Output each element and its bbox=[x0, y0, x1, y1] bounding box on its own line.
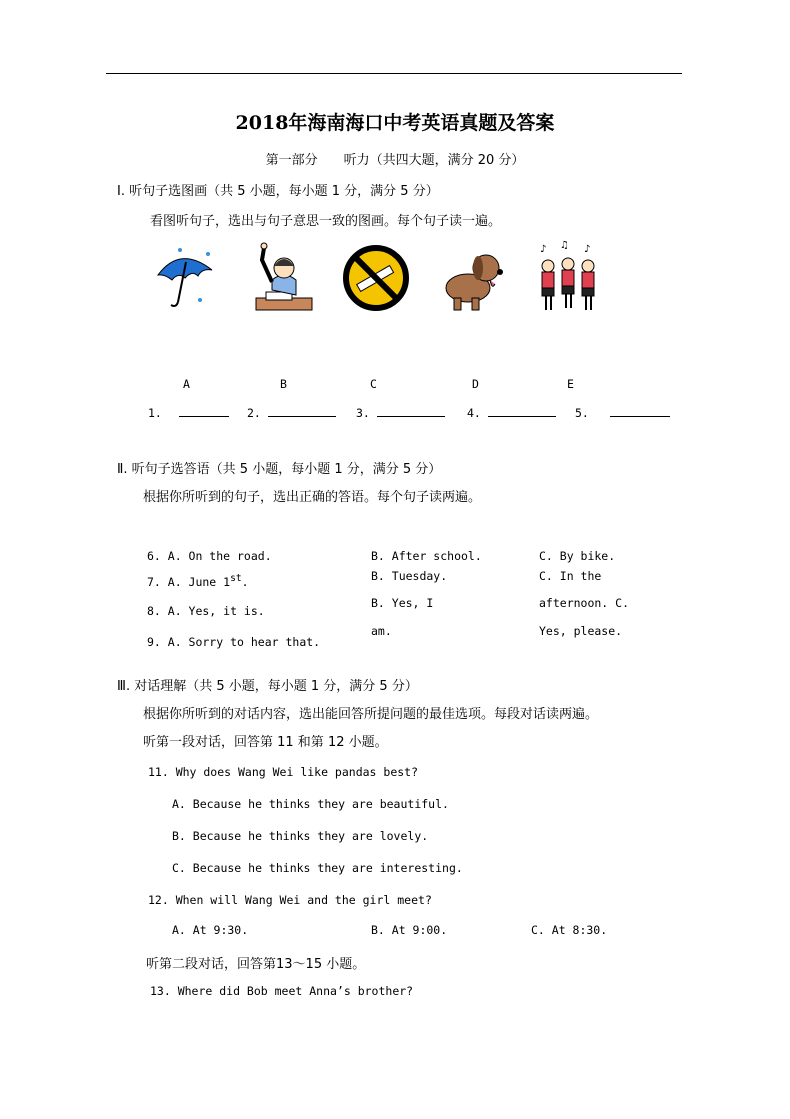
dialog1-heading: 听第一段对话，回答第 11 和第 12 小题。 bbox=[143, 735, 388, 750]
q8-option-b-cont: am. bbox=[371, 624, 392, 638]
svg-text:♫: ♫ bbox=[560, 240, 569, 251]
part-heading: 第一部分 听力（共四大题，满分 20 分） bbox=[265, 153, 525, 168]
section3-instruction: 根据你所听到的对话内容，选出能回答所提问题的最佳选项。每段对话读两遍。 bbox=[143, 707, 599, 722]
svg-text:♪: ♪ bbox=[540, 244, 547, 255]
q7-option-c-cont: afternoon. C. bbox=[539, 596, 630, 610]
q11-option-c: C. Because he thinks they are interesting. bbox=[172, 861, 463, 875]
header-rule bbox=[106, 73, 682, 74]
superscript: st bbox=[230, 573, 242, 584]
q8-option-a: 8. A. Yes, it is. bbox=[147, 604, 265, 618]
image-label-c: C bbox=[370, 377, 377, 391]
q6-option-a: 6. A. On the road. bbox=[147, 549, 272, 563]
blank-number: 3. bbox=[356, 406, 370, 420]
svg-text:♪: ♪ bbox=[584, 244, 591, 255]
image-label-e: E bbox=[567, 377, 574, 391]
page-title: 2018年海南海口中考英语真题及答案 bbox=[235, 112, 555, 134]
section2-heading: Ⅱ. 听句子选答语（共 5 小题，每小题 1 分，满分 5 分） bbox=[117, 462, 442, 477]
image-label-a: A bbox=[183, 377, 190, 391]
blank-number: 2. bbox=[247, 406, 261, 420]
q11: 11. Why does Wang Wei like pandas best? bbox=[148, 765, 419, 779]
blank-number: 1. bbox=[148, 406, 162, 420]
q9-option-a: 9. A. Sorry to hear that. bbox=[147, 635, 321, 649]
q12-option-a: A. At 9:30. bbox=[172, 923, 249, 937]
q11-option-b: B. Because he thinks they are lovely. bbox=[172, 829, 429, 843]
q12: 12. When will Wang Wei and the girl meet? bbox=[148, 893, 432, 907]
q7-option-a bbox=[147, 573, 249, 589]
q13: 13. Where did Bob meet Anna’s brother? bbox=[150, 984, 414, 998]
blank-number: 5. bbox=[575, 406, 589, 420]
image-label-b: B bbox=[280, 377, 287, 391]
no-smoking-icon bbox=[340, 240, 412, 315]
q8-option-b: B. Yes, I bbox=[371, 596, 434, 610]
girls-singing-icon bbox=[532, 240, 604, 315]
answer-blank-4[interactable] bbox=[467, 404, 556, 420]
q7-option-b: B. Tuesday. bbox=[371, 569, 448, 583]
answer-blank-2[interactable] bbox=[247, 404, 336, 420]
q11-option-a: A. Because he thinks they are beautiful. bbox=[172, 797, 449, 811]
blank-number: 4. bbox=[467, 406, 481, 420]
dog-icon bbox=[438, 240, 510, 315]
umbrella-rain-icon bbox=[150, 240, 222, 315]
answer-blank-5[interactable] bbox=[575, 404, 670, 420]
answer-blank-3[interactable] bbox=[356, 404, 445, 420]
q9-option-c: Yes, please. bbox=[539, 624, 623, 638]
answer-blank-1[interactable] bbox=[148, 404, 229, 420]
q12-option-c: C. At 8:30. bbox=[531, 923, 608, 937]
q6-option-c: C. By bike. bbox=[539, 549, 616, 563]
q7-option-c: C. In the bbox=[539, 569, 602, 583]
section3-heading: Ⅲ. 对话理解（共 5 小题，每小题 1 分，满分 5 分） bbox=[117, 679, 418, 694]
period: . bbox=[241, 574, 249, 589]
dialog2-heading: 听第二段对话，回答第13～15 小题。 bbox=[146, 957, 366, 972]
section1-heading: Ⅰ. 听句子选图画（共 5 小题，每小题 1 分，满分 5 分） bbox=[117, 184, 439, 199]
section2-instruction: 根据你所听到的句子，选出正确的答语。每个句子读两遍。 bbox=[143, 490, 482, 505]
q12-option-b: B. At 9:00. bbox=[371, 923, 448, 937]
q6-option-b: B. After school. bbox=[371, 549, 482, 563]
q7-option-a-text: 7. A. June 1 bbox=[147, 574, 231, 589]
image-label-d: D bbox=[472, 377, 479, 391]
section1-instruction: 看图听句子，选出与句子意思一致的图画。每个句子读一遍。 bbox=[150, 214, 502, 229]
boy-raising-hand-icon bbox=[248, 240, 320, 315]
